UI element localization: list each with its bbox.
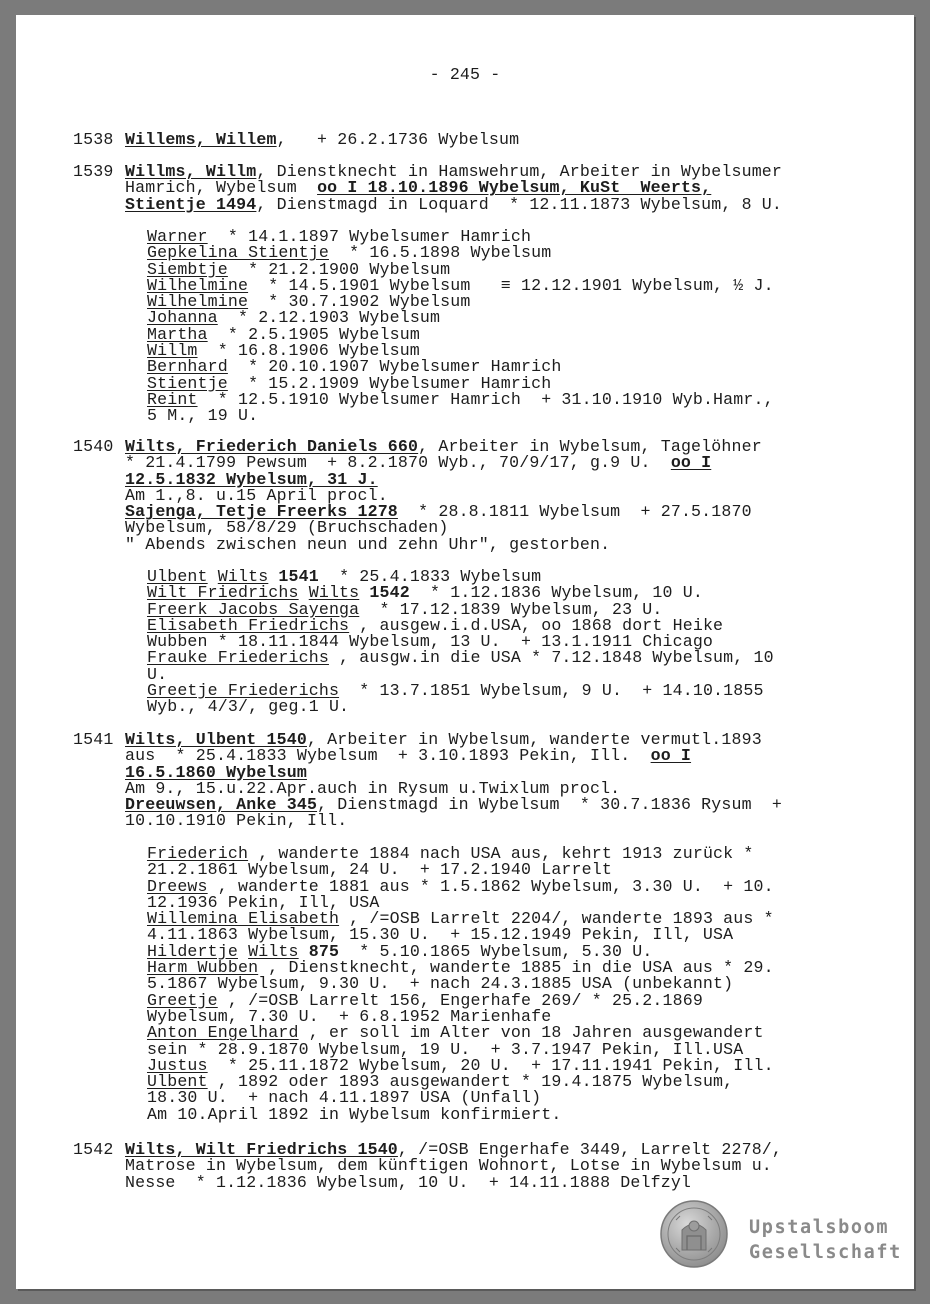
name-link: Dreeuwsen, Anke 345 xyxy=(125,795,318,815)
text-segment: , er soll im Alter von 18 Jahren ausgewandert xyxy=(298,1023,764,1043)
name-link: Willems, Willem xyxy=(125,130,277,149)
page-content xyxy=(16,15,914,1289)
child-line xyxy=(147,408,887,424)
text-segment: * 2.5.1905 Wybelsum xyxy=(207,324,420,344)
name-link: 16.5.1860 Wybelsum xyxy=(125,762,307,782)
text-segment: * 5.10.1865 Wybelsum, 5.30 U. xyxy=(339,941,653,961)
entry-line xyxy=(125,534,885,554)
text-segment: , wanderte 1881 aus * 1.5.1862 Wybelsum, 3.30 U. + 10. xyxy=(207,876,774,896)
document-page xyxy=(16,15,914,1289)
name-link: 12.5.1832 Wybelsum, 31 J. xyxy=(125,469,378,489)
name-link: Justus xyxy=(147,1055,208,1075)
text-segment: Am 1.,8. u.15 April procl. xyxy=(125,485,388,505)
text-segment: , Dienstknecht, wanderte 1885 in die USA aus * 29. xyxy=(258,958,774,978)
entry-number: 1540 xyxy=(73,437,114,456)
name-link: Friederich xyxy=(147,844,249,863)
name-link: Anton Engelhard xyxy=(147,1023,299,1043)
text-segment: 5.1867 Wybelsum, 9.30 U. + nach 24.3.1885 USA (unbekannt) xyxy=(147,974,734,994)
text-segment: Hamrich, Wybelsum xyxy=(125,178,318,198)
name-link: Ulbent xyxy=(147,1072,208,1092)
text-segment: * 28.8.1811 Wybelsum + 27.5.1870 xyxy=(397,502,752,522)
text-segment: , /=OSB Engerhafe 3449, Larrelt 2278/, xyxy=(397,1140,783,1159)
name-link: Freerk Jacobs Sayenga xyxy=(147,599,360,619)
children-list xyxy=(147,846,887,1123)
text-segment: 12.1936 Pekin, Ill, USA xyxy=(147,892,380,912)
child-line xyxy=(147,1104,887,1124)
logo-line-2: Gesellschaft xyxy=(749,1242,902,1263)
child-line xyxy=(147,699,887,715)
text-segment: * 16.5.1898 Wybelsum xyxy=(328,243,552,263)
name-link: Greetje xyxy=(147,990,218,1010)
entry-text xyxy=(125,132,885,148)
name-link: Harm Wubben xyxy=(147,958,259,978)
text-segment: sein * 28.9.1870 Wybelsum, 19 U. + 3.7.1947 Pekin, Ill.USA xyxy=(147,1039,744,1059)
name-link: Willemina Elisabeth xyxy=(147,909,340,929)
name-link: Gepkelina Stientje xyxy=(147,243,329,263)
text-segment: * 12.5.1910 Wybelsumer Hamrich + 31.10.1910 Wyb.Hamr., xyxy=(197,389,774,409)
text-segment: , wanderte 1884 nach USA aus, kehrt 1913 zurück * xyxy=(248,844,754,863)
name-link: Wilts, Wilt Friedrichs 1540 xyxy=(125,1140,398,1159)
text-segment: 1542 xyxy=(369,583,410,603)
text-segment: Wyb., 4/3/, geg.1 U. xyxy=(147,697,350,717)
name-link: oo I 18.10.1896 Wybelsum, KuSt Weerts, xyxy=(317,178,712,198)
text-segment: , Arbeiter in Wybelsum, wanderte vermutl.1893 xyxy=(306,730,762,749)
text-segment: 4.11.1863 Wybelsum, 15.30 U. + 15.12.1949 Pekin, Ill, USA xyxy=(147,925,734,945)
entry-line xyxy=(125,132,885,148)
text-segment: * 25.4.1833 Wybelsum xyxy=(318,567,542,586)
text-segment: 5 M., 19 U. xyxy=(147,406,259,426)
text-segment: , ausgew.i.d.USA, oo 1868 dort Heike xyxy=(349,615,724,635)
text-segment: aus * 25.4.1833 Wybelsum + 3.10.1893 Pekin, Ill. xyxy=(125,746,651,766)
text-segment: * 17.12.1839 Wybelsum, 23 U. xyxy=(359,599,663,619)
text-segment: Am 9., 15.u.22.Apr.auch in Rysum u.Twixlum procl. xyxy=(125,778,621,798)
text-segment: Wubben * 18.11.1844 Wybelsum, 13 U. + 13.1.1911 Chicago xyxy=(147,632,714,652)
text-segment: 1541 xyxy=(278,567,319,586)
entry-line xyxy=(125,1172,885,1192)
seal-icon xyxy=(660,1200,728,1268)
entry-text xyxy=(125,732,885,830)
text-segment: , 1892 oder 1893 ausgewandert * 19.4.1875 Wybelsum, xyxy=(207,1072,734,1092)
text-segment: Am 10.April 1892 in Wybelsum konfirmiert. xyxy=(147,1104,562,1124)
name-link: oo I xyxy=(670,453,712,473)
children-list xyxy=(147,569,887,716)
text-segment: , + 26.2.1736 Wybelsum xyxy=(276,130,520,149)
name-link: Wilts, Friederich Daniels 660 xyxy=(125,437,419,456)
name-link: Warner xyxy=(147,227,208,246)
entry-line xyxy=(125,813,885,829)
name-link: Hildertje xyxy=(147,941,238,961)
text-segment: " Abends zwischen neun und zehn Uhr", gestorben. xyxy=(125,534,611,554)
text-segment: , Dienstmagd in Loquard * 12.11.1873 Wybelsum, 8 U. xyxy=(256,194,783,214)
page-number: - 245 - xyxy=(429,65,501,84)
name-link: Johanna xyxy=(147,308,218,328)
entry-number: 1539 xyxy=(73,162,114,181)
entry-line xyxy=(125,194,885,214)
text-segment: * 2.12.1903 Wybelsum xyxy=(217,308,441,328)
name-link: Bernhard xyxy=(147,357,228,377)
text-segment: * 21.4.1799 Pewsum + 8.2.1870 Wyb., 70/9/17, g.9 U. xyxy=(125,453,671,473)
name-link: Wilts, Ulbent 1540 xyxy=(125,730,307,749)
text-segment: 875 xyxy=(308,941,340,961)
name-link: Wilhelmine xyxy=(147,275,249,295)
name-link: Stientje 1494 xyxy=(125,194,257,214)
name-link: Stientje xyxy=(147,373,228,393)
child-line xyxy=(147,650,887,666)
entry-text xyxy=(125,1142,885,1191)
name-link: Greetje Friederichs xyxy=(147,681,340,701)
text-segment: Nesse * 1.12.1836 Wybelsum, 10 U. + 14.11.1888 Delfzyl xyxy=(125,1172,692,1192)
text-segment: , /=OSB Larrelt 2204/, wanderte 1893 aus * xyxy=(339,909,774,929)
text-segment: * 14.5.1901 Wybelsum ≡ 12.12.1901 Wybelsum, ½ J. xyxy=(248,275,774,295)
name-link: Willm xyxy=(147,341,198,361)
text-segment: Wybelsum, 7.30 U. + 6.8.1952 Marienhafe xyxy=(147,1006,552,1026)
text-segment: , Dienstknecht in Hamswehrum, Arbeiter in Wybelsumer xyxy=(256,162,783,181)
text-segment: 21.2.1861 Wybelsum, 24 U. + 17.2.1940 Larrelt xyxy=(147,860,612,880)
text-segment: , /=OSB Larrelt 156, Engerhafe 269/ * 25.2.1869 xyxy=(217,990,703,1010)
society-logo xyxy=(749,1215,902,1265)
entry-number: 1538 xyxy=(73,130,114,149)
name-link: Martha xyxy=(147,324,208,344)
text-segment: Wybelsum, 58/8/29 (Bruchschaden) xyxy=(125,518,449,538)
name-link: Reint xyxy=(147,389,198,409)
text-segment: Matrose in Wybelsum, dem künftigen Wohnort, Lotse in Wybelsum u. xyxy=(125,1156,772,1176)
text-segment: U. xyxy=(147,664,168,684)
text-segment: , ausgw.in die USA * 7.12.1848 Wybelsum, 10 xyxy=(328,648,774,668)
text-segment: * 15.2.1909 Wybelsumer Hamrich xyxy=(227,373,552,393)
text-segment: * 30.7.1902 Wybelsum xyxy=(248,292,471,312)
text-segment: * 1.12.1836 Wybelsum, 10 U. xyxy=(409,583,703,603)
text-segment: * 16.8.1906 Wybelsum xyxy=(197,341,420,361)
name-link: Ulbent xyxy=(147,567,208,586)
text-segment: * 14.1.1897 Wybelsumer Hamrich xyxy=(207,227,532,246)
name-link: Elisabeth Friedrichs xyxy=(147,615,350,635)
name-link: Frauke Friederichs xyxy=(147,648,329,668)
text-segment: , Arbeiter in Wybelsum, Tagelöhner xyxy=(418,437,762,456)
text-segment: 18.30 U. + nach 4.11.1897 USA (Unfall) xyxy=(147,1088,542,1108)
entry-number: 1541 xyxy=(73,730,114,749)
logo-line-1: Upstalsboom xyxy=(749,1217,890,1238)
name-link: Siembtje xyxy=(147,259,228,279)
name-link: Wilts xyxy=(248,941,299,961)
text-segment: 10.10.1910 Pekin, Ill. xyxy=(125,811,348,831)
name-link: Wilts xyxy=(217,567,269,586)
name-link: Wilt Friedrichs xyxy=(147,583,299,603)
text-segment: , Dienstmagd in Wybelsum * 30.7.1836 Rysum + xyxy=(317,795,783,815)
name-link: Willms, Willm xyxy=(125,162,257,181)
entry-text xyxy=(125,164,885,213)
text-segment: * 13.7.1851 Wybelsum, 9 U. + 14.10.1855 xyxy=(339,681,764,701)
name-link: Sajenga, Tetje Freerks 1278 xyxy=(125,502,398,522)
children-list xyxy=(147,229,887,425)
text-segment: * 21.2.1900 Wybelsum xyxy=(227,259,451,279)
text-segment: * 20.10.1907 Wybelsumer Hamrich xyxy=(227,357,562,377)
name-link: Wilhelmine xyxy=(147,292,249,312)
name-link: Wilts xyxy=(308,583,360,603)
entry-text xyxy=(125,439,885,553)
name-link: oo I xyxy=(650,746,692,766)
name-link: Dreews xyxy=(147,876,208,896)
entry-number: 1542 xyxy=(73,1140,114,1159)
text-segment: * 25.11.1872 Wybelsum, 20 U. + 17.11.1941 Pekin, Ill. xyxy=(207,1055,774,1075)
